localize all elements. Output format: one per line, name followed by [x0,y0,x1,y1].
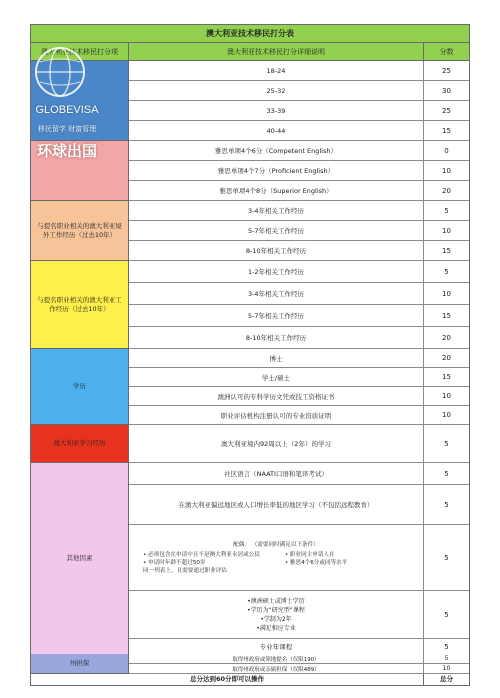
header-category: 澳大利亚技术移民打分项 [31,43,129,61]
table-row [129,654,469,664]
row-points: 10 [442,166,451,175]
watermark-brand-cn: 环球出国 [36,142,97,160]
total-points: 总分 [440,675,453,683]
table-row [129,201,469,221]
table-row [129,327,469,349]
row-detail: 18-24 [129,61,424,80]
table-row [129,141,469,161]
table-row [129,425,469,463]
row-detail: 社区语言（NAATI口语和笔译考试） [129,463,424,484]
row-points: 10 [442,289,451,298]
row-detail: 33-39 [129,101,424,120]
row-points: 5 [444,642,449,651]
table-row [129,261,469,283]
row-points: 25 [442,66,451,75]
row-detail: 取得州政府或领地提名（仅限190） [129,654,424,663]
table-row [129,241,469,261]
row-points: 15 [442,126,451,135]
table-row [129,406,469,425]
row-detail: 8-10年相关工作经历 [129,327,424,348]
table-row [129,121,469,141]
table-title: 澳大利亚技术移民打分表 [31,25,469,43]
row-detail: 雅思单项4个6分（Competent English） [129,141,424,160]
row-points: 30 [442,86,451,95]
table-row [129,161,469,181]
row-points: 15 [442,373,451,381]
spouse-condition: • 申请时年龄不超过50岁 [143,559,206,566]
state-and-total-block [30,654,470,686]
table-row [129,81,469,101]
row-detail: 在澳大利亚偏远地区或人口增长率低的地区学习（不包括远程教育） [129,485,424,524]
row-detail: 雅思单项4个8分（Superior English） [129,181,424,200]
row-points: 10 [442,665,451,672]
category-english [31,141,129,201]
row-detail: 40-44 [129,121,424,140]
row-points: 25 [442,106,451,115]
row-detail: 5-7年相关工作经历 [129,221,424,240]
row-points: 20 [442,186,451,195]
row-points: 5 [444,500,449,509]
condition-item: •学制为2年 [260,615,292,623]
points-table [30,24,470,686]
table-row [129,463,469,485]
row-detail: 5-7年相关工作经历 [129,305,424,326]
table-row [129,181,469,201]
table-row [129,221,469,241]
table-row [129,387,469,406]
watermark-tagline: 移民留学 财富管理 [37,125,97,133]
category-other-factors: 其他因素 [31,463,129,655]
condition-item: •学历为“研究型”课程 [247,606,305,614]
category-state-sponsorship-cell: 州担保 [31,654,129,674]
row-points: 10 [442,392,451,400]
table-row [129,283,469,305]
row-detail: 取得州政府或亲属担保（仅限489） [129,664,424,673]
row-points: 20 [442,333,451,342]
condition-item: •澳洲硕士或博士学历 [247,597,305,605]
category-overseas-work: 与提名职业相关的澳大利亚境外工作经历（过去10年） [31,201,129,261]
professional-year-detail [129,591,424,638]
row-detail: 专业年课程 [129,639,424,654]
row-points: 10 [442,226,451,235]
table-row [129,591,469,639]
row-detail: 澳洲认可的专科学历文凭或技工资格证书 [129,387,424,405]
row-detail: 澳大利亚境内92周以上（2年）的学习 [129,425,424,462]
total-label: 总分达到60分即可以操作 [31,674,424,685]
row-points: 15 [442,311,451,320]
spouse-condition: • 必须包含在申请中且不是澳大利亚永居或公民 [143,551,260,558]
row-points: 10 [442,411,451,419]
spouse-condition: • 职业同主申请人在 [284,551,335,558]
table-row [129,664,469,674]
row-detail: 雅思单项4个7分（Proficient English） [129,161,424,180]
watermark-brand-en: GLOBEVISA [35,104,99,116]
table-row [129,349,469,368]
row-detail: 1-2年相关工作经历 [129,261,424,282]
row-detail: 3-4年相关工作经历 [129,283,424,304]
row-points: 5 [444,610,449,619]
table-row [129,639,469,655]
row-detail: 博士 [129,349,424,367]
header-detail: 澳大利亚技术移民打分详细说明 [129,43,424,61]
row-detail: 职业评估机构注册认可的专业资质证明 [129,406,424,424]
spouse-detail [129,525,424,590]
row-points: 0 [444,146,449,155]
category-australian-work: 与提名职业相关的澳大利亚工作经历（过去10年） [31,261,129,349]
condition-item: •满足相应专业 [256,624,296,632]
spouse-condition: 同一列表上，且需要通过职业评估 [143,567,227,574]
table-row [129,101,469,121]
row-points: 5 [444,439,449,448]
row-points: 15 [442,246,451,255]
row-points: 5 [444,655,449,662]
row-points: 5 [444,206,449,215]
total-row-visible [31,674,469,685]
header-points: 分数 [439,48,454,56]
category-education: 学历 [31,349,129,425]
spouse-condition: • 雅思4个6分或同等水平 [284,559,348,566]
row-detail: 学士/硕士 [129,368,424,386]
spouse-title: 配偶： （需要同时满足以下条件） [233,541,319,548]
table-row [129,485,469,525]
row-points: 5 [444,267,449,276]
row-detail: 8-10年相关工作经历 [129,241,424,260]
row-detail: 25-32 [129,81,424,100]
row-detail: 3-4年相关工作经历 [129,201,424,220]
table-header [31,43,469,61]
table-row [129,305,469,327]
row-points: 5 [444,469,449,478]
category-age [31,61,129,141]
row-points: 20 [442,354,451,362]
table-row [129,525,469,591]
category-australian-study: 澳大利亚学习经历 [31,425,129,463]
row-points: 5 [444,553,449,562]
table-row [129,61,469,81]
table-row [129,368,469,387]
